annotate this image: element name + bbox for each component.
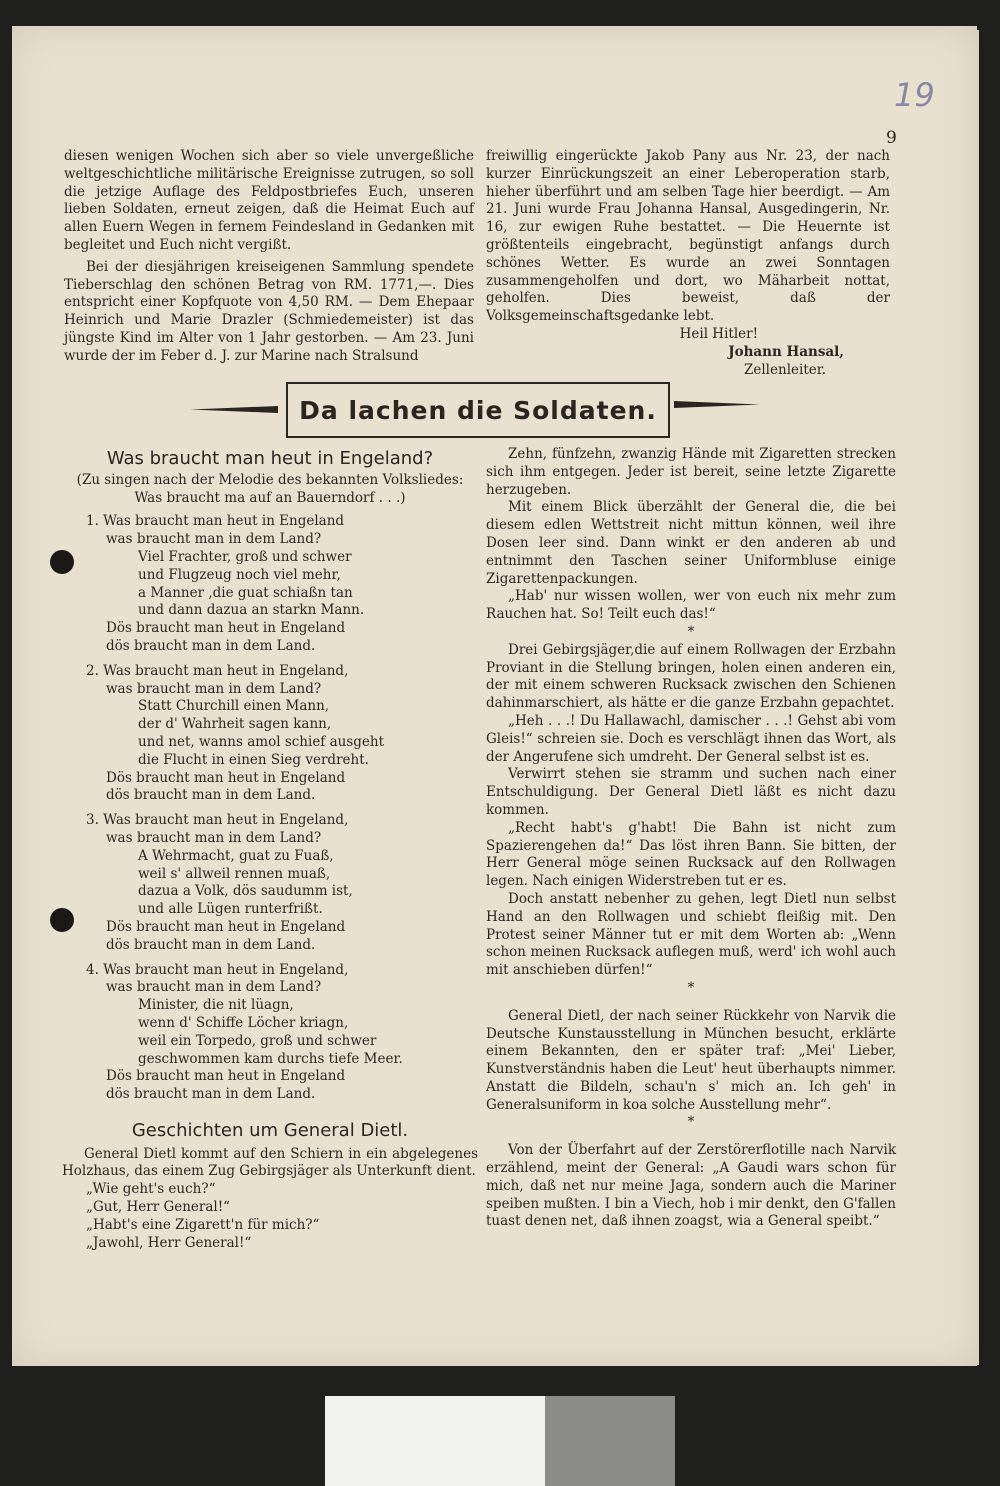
- verse-3-line: und alle Lügen runterfrißt.: [138, 901, 323, 918]
- separator-star-1: *: [687, 623, 695, 640]
- story-paragraph-4: Drei Gebirgsjäger,die auf einem Rollwagen der Erzbahn Proviant in die Stellung bringen, holen einen anderen ein, der mit einem schweren Rucksack zwischen den Schienen dahinmarschiert, als hätte er die ganze Erzbahn gepachtet.: [486, 641, 896, 712]
- top-right-column: [486, 148, 890, 379]
- verse-3-line: 3. Was braucht man heut in Engeland,: [86, 812, 349, 829]
- verse-4-line: Dös braucht man heut in Engeland: [106, 1068, 346, 1085]
- verse-1-line: und dann dazua an starkn Mann.: [138, 602, 365, 619]
- verse-1-line: Viel Frachter, groß und schwer: [138, 548, 352, 565]
- verse-2-line: Statt Churchill einen Mann,: [138, 698, 330, 715]
- color-card-white: [325, 1396, 545, 1486]
- verse-2-line: 2. Was braucht man heut in Engeland,: [86, 662, 349, 679]
- verse-1-line: Dös braucht man heut in Engeland: [106, 620, 346, 637]
- verse-1-line: was braucht man in dem Land?: [106, 531, 322, 548]
- song-subtitle: (Zu singen nach der Melodie des bekannten Volksliedes: Was braucht ma auf an Bauerndorf . . .): [76, 471, 464, 506]
- verse-1-line: und Flugzeug noch viel mehr,: [138, 566, 341, 583]
- signature-role: Zellenleiter.: [744, 361, 826, 378]
- signature-name: Johann Hansal,: [728, 343, 844, 360]
- verse-3-line: A Wehrmacht, guat zu Fuaß,: [138, 847, 334, 864]
- verse-3-line: dös braucht man in dem Land.: [106, 936, 316, 953]
- dietl-intro: General Dietl kommt auf den Schiern in ein abgelegenes Holzhaus, das einem Zug Gebirgsjäger als Unterkunft dient.: [62, 1145, 478, 1180]
- verse-4-line: geschwommen kam durchs tiefe Meer.: [138, 1050, 403, 1067]
- dietl-dialog-2: „Gut, Herr General!“: [86, 1199, 231, 1216]
- verse-2-line: die Flucht in einen Sieg verdreht.: [138, 751, 369, 768]
- verse-3-line: dazua a Volk, dös saudumm ist,: [138, 883, 353, 900]
- heading-rule-right: [674, 401, 760, 408]
- story-paragraph-8: Doch anstatt nebenher zu gehen, legt Dietl nun selbst Hand an den Rollwagen und schiebt fleißig mit. Den Protest seiner Männer tut er mit dem Worten ab: „Wenn schon meinen Rucksack auflegen muß, werd' ich wohl auch mit anschieben dürfen!“: [486, 890, 896, 979]
- verse-4-line: was braucht man in dem Land?: [106, 979, 322, 996]
- separator-star-3: *: [687, 1114, 695, 1131]
- verse-4-line: 4. Was braucht man heut in Engeland,: [86, 961, 349, 978]
- top-left-paragraph-2: Bei der diesjährigen kreiseigenen Sammlung spendete Tieberschlag den schönen Betrag von RM. 1771,—. Dies entspricht einer Kopfquote von 4,50 RM. — Dem Ehepaar Heinrich und Marie Drazler (Schmiedemeister) ist das jüngste Kind im Alter von 1 Jahr gestorben. — Am 23. Juni wurde der im Feber d. J. zur Marine nach Stralsund: [64, 258, 474, 364]
- story-paragraph-7: „Recht habt's g'habt! Die Bahn ist nicht zum Spazierengehen da!“ Das löst ihren Bann. Sie bitten, der Herr General möge seinen Rucksack auf den Rollwagen legen. Nach einigen Widerstreben tut er es.: [486, 819, 896, 890]
- verse-1-line: a Manner ,die guat schiaßn tan: [138, 584, 353, 601]
- dietl-dialog-3: „Habt's eine Zigarett'n für mich?“: [86, 1216, 320, 1233]
- verse-4-line: Minister, die nit lüagn,: [138, 997, 294, 1014]
- song-verses: [62, 513, 478, 1104]
- heading-rule-left: [190, 406, 278, 413]
- top-left-column: [64, 148, 474, 366]
- separator-star-2: *: [687, 979, 695, 996]
- story-paragraph-1: Zehn, fünfzehn, zwanzig Hände mit Zigaretten strecken sich ihm entgegen. Jeder ist bereit, seine letzte Zigarette herzugeben.: [486, 446, 896, 498]
- story-paragraph-2: Mit einem Blick überzählt der General die, die bei diesem edlen Wettstreit nicht mittun können, weil ihre Dosen leer sind. Dann winkt er den anderen ab und entnimmt den Taschen seiner Uniformbluse einige Zigarettenpackungen.: [486, 499, 896, 587]
- story-paragraph-3: „Hab' nur wissen wollen, wer von euch nix mehr zum Rauchen hat. So! Teilt euch das!“: [486, 588, 896, 623]
- top-left-paragraph-1: diesen wenigen Wochen sich aber so viele unvergeßliche weltgeschichtliche militärische Ereignisse zutrugen, so soll die jetzige Auflage des Feldpostbriefes Euch, unseren lieben Soldaten, erneut zeigen, daß die Heimat Euch auf allen Euern Wegen in fernem Feindesland in Gedanken mit begleitet und Euch nicht vergißt.: [64, 148, 474, 253]
- verse-3-line: weil s' allweil rennen muaß,: [138, 865, 331, 882]
- verse-4-line: wenn d' Schiffe Löcher kriagn,: [138, 1014, 349, 1031]
- verse-4-line: dös braucht man in dem Land.: [106, 1086, 316, 1103]
- dietl-title: Geschichten um General Dietl.: [131, 1119, 409, 1141]
- document-page: [12, 26, 977, 1366]
- verse-3-line: was braucht man in dem Land?: [106, 829, 322, 846]
- verse-2-line: was braucht man in dem Land?: [106, 680, 322, 697]
- song-column: [62, 450, 478, 1252]
- story-paragraph-6: Verwirrt stehen sie stramm und suchen nach einer Entschuldigung. Der General Dietl läßt es nicht dazu kommen.: [486, 766, 896, 818]
- dietl-dialog-4: „Jawohl, Herr General!“: [86, 1234, 252, 1251]
- verse-3-line: Dös braucht man heut in Engeland: [106, 918, 346, 935]
- story-paragraph-9: General Dietl, der nach seiner Rückkehr von Narvik die Deutsche Kunstausstellung in München besucht, erklärte einem Bekannten, den er später traf: „Mei' Lieber, Kunstverständnis haben die Leut' heut überhaupts nimmer. Anstatt die Bildeln, schau'n s' mich an. Ich geh' in Generalsuniform in koa solche Ausstellung mehr“.: [486, 1007, 896, 1113]
- verse-2-line: dös braucht man in dem Land.: [106, 787, 316, 804]
- page-number: 9: [886, 128, 897, 148]
- verse-1-line: dös braucht man in dem Land.: [106, 637, 316, 654]
- story-paragraph-5: „Heh . . .! Du Hallawachl, damischer . . .! Gehst abi vom Gleis!“ schreien sie. Doch es verschlägt ihnen das Wort, als der Angerufene sich umdreht. Der General selbst ist es.: [486, 712, 896, 765]
- heading-box: [286, 382, 670, 438]
- color-card-gray: [545, 1396, 675, 1486]
- top-right-paragraph: freiwillig eingerückte Jakob Pany aus Nr. 23, der nach kurzer Einrückungszeit an einer Leberoperation starb, hieher überführt und am selben Tage hier beerdigt. — Am 21. Juni wurde Frau Johanna Hansal, Ausgedingerin, Nr. 16, zur ewigen Ruhe bestattet. — Die Heuernte ist größtenteils eingebracht, begünstigt anfangs durch schönes Wetter. Es wurde an zwei Sonntagen zusammengeholfen und dort, wo Mäharbeit nottat, geholfen. Dies beweist, daß der Volksgemeinschaftsgedanke lebt.: [486, 148, 890, 325]
- signature-greeting: Heil Hitler!: [679, 325, 758, 342]
- verse-4-line: weil ein Torpedo, groß und schwer: [138, 1032, 377, 1049]
- handwritten-page-number: 19: [894, 76, 935, 114]
- verse-2-line: der d' Wahrheit sagen kann,: [138, 716, 332, 733]
- verse-2-line: Dös braucht man heut in Engeland: [106, 769, 346, 786]
- story-column: [486, 446, 896, 1231]
- song-title: Was braucht man heut in Engeland?: [106, 448, 434, 469]
- verse-1-line: 1. Was braucht man heut in Engeland: [86, 513, 345, 530]
- dietl-dialog-1: „Wie geht's euch?“: [86, 1181, 216, 1198]
- section-heading: [190, 380, 760, 438]
- story-paragraph-10: Von der Überfahrt auf der Zerstörerflotille nach Narvik erzählend, meint der General: „A Gaudi wars schon für mich, daß net nur meine Jaga, sondern auch die Mariner speiben mußten. I bin a Viech, hob i mir denkt, den G'fallen tuast denen net, daß ihnen zoagst, wia a General speibt.“: [486, 1142, 896, 1230]
- heading-text: Da lachen die Soldaten.: [299, 395, 657, 425]
- verse-2-line: und net, wanns amol schief ausgeht: [138, 733, 385, 750]
